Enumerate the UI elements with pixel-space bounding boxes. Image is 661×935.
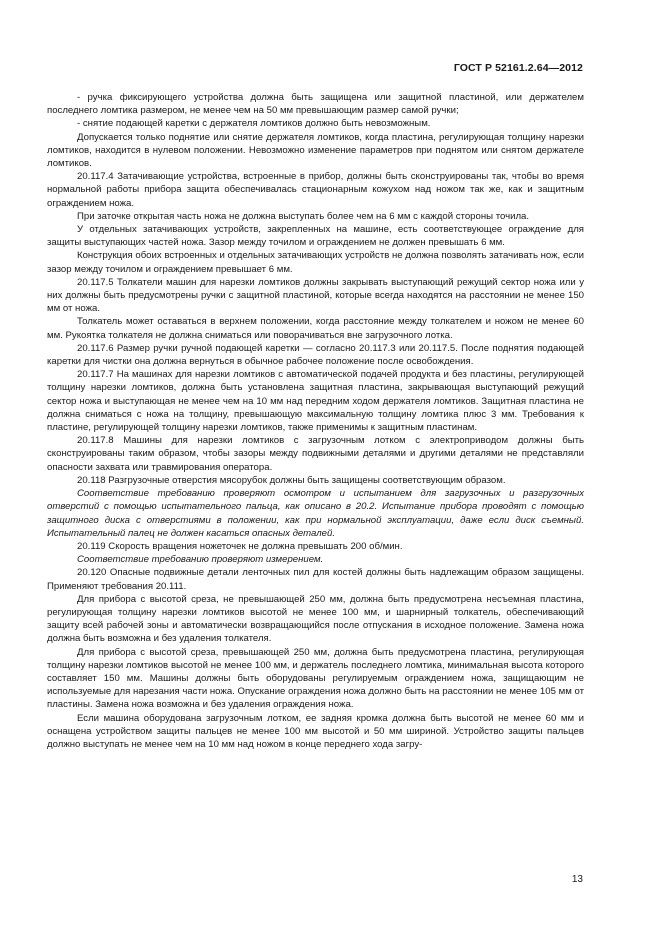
paragraph-20-117-7: 20.117.7 На машинах для нарезки ломтиков с автоматической подачей продукта и без пластины, регулирующей толщину нарезки ломтиков, должна быть установлена защитная пластина, закрывающая выступающий режущий сектор ножа и выступающая не менее чем на 10 мм над передним ходом держателя ломтиков. Защитная пластина не должна сниматься с ножа на толщину, превышающую максимальную толщину ломтика плюс 3 мм. Требования к пластине, регулирующей толщину нарезки ломтиков, также применимы к защитным пластинам.	[47, 369, 584, 434]
paragraph-20-119: 20.119 Скорость вращения ножеточек не должна превышать 200 об/мин.	[77, 540, 403, 552]
compliance-note: Соответствие требованию проверяют осмотром и испытанием для загрузочных и разгрузочных отверстий с помощью испытательного пальца, как описано в 20.2. Испытание прибора проводят с помощью защитного диска с отверстиями в положении, как при нормальной эксплуатации, даже если диск съемный. Испытательный палец не должен касаться опасных деталей.	[47, 488, 584, 539]
paragraph: При заточке открытая часть ножа не должна выступать более чем на 6 мм с каждой стороны точила.	[77, 210, 530, 222]
compliance-note: Соответствие требованию проверяют измерением.	[77, 554, 324, 566]
paragraph: - снятие подающей каретки с держателя ломтиков должно быть невозможным.	[77, 118, 431, 130]
document-header: ГОСТ Р 52161.2.64—2012	[453, 62, 583, 74]
paragraph: Толкатель может оставаться в верхнем положении, когда расстояние между толкателем и ножом не менее 60 мм. Рукоятка толкателя не должна сниматься или поворачиваться вне загрузочного лотка.	[47, 316, 584, 341]
page-number: 13	[571, 874, 583, 885]
paragraph: Для прибора с высотой среза, не превышающей 250 мм, должна быть предусмотрена несъемная пластина, регулирующая толщину нарезки ломтиков высотой не менее 100 мм, и шарнирный толкатель, обеспечивающий защиту всей рабочей зоны и автоматически возвращающийся после отпускания в исходное положение. Замена ножа должна быть возможна и без удаления толкателя.	[47, 593, 584, 645]
paragraph-20-117-4: 20.117.4 Затачивающие устройства, встроенные в прибор, должны быть сконструированы так, чтобы во время нормальной работы прибора защита обеспечивалась стационарным кожухом над ножом так же, как и защитным ограждением ножа.	[47, 171, 584, 209]
paragraph-20-117-5: 20.117.5 Толкатели машин для нарезки ломтиков должны закрывать выступающий режущий сектор ножа или у них должны быть предусмотрены ручки с защитной пластиной, которые всегда находятся на расстоянии не менее 150 мм от ножа.	[47, 276, 584, 315]
document-body	[47, 91, 584, 751]
paragraph-20-117-8: 20.117.8 Машины для нарезки ломтиков с загрузочным лотком с электроприводом должны быть сконструированы таким образом, чтобы зазоры между подвижными деталями и другими деталями не представляли опасности захвата или травмирования оператора.	[47, 435, 584, 473]
paragraph-20-117-6: 20.117.6 Размер ручки ручной подающей каретки — согласно 20.117.3 или 20.117.5. После поднятия подающей каретки для чистки она должна вернуться в обычное рабочее положение после освобождения.	[47, 342, 584, 368]
paragraph-20-118: 20.118 Разгрузочные отверстия мясорубок должны быть защищены соответствующим образом.	[77, 474, 506, 486]
paragraph: Конструкция обоих встроенных и отдельных затачивающих устройств не должна позволять затачивать нож, если зазор между точилом и ограждением превышает 6 мм.	[47, 250, 584, 275]
paragraph: Для прибора с высотой среза, превышающей 250 мм, должна быть предусмотрена пластина, регулирующая толщину нарезки ломтиков высотой не менее 100 мм, и держатель последнего ломтика, минимальная высота которого составляет 150 мм. Машины должны быть оборудованы регулируемым ограждением ножа, защищающим не используемые для нарезания части ножа. Опускание ограждения ножа должно быть на расстоянии не менее 105 мм от пластины. Замена ножа возможна и без удаления ограждения ножа.	[47, 646, 584, 711]
paragraph: - ручка фиксирующего устройства должна быть защищена или защитной пластиной, или держателем последнего ломтика размером, не менее чем на 50 мм превышающим размер самой ручки;	[47, 92, 584, 117]
paragraph: Если машина оборудована загрузочным лотком, ее задняя кромка должна быть высотой не менее 60 мм и оснащена устройством защиты пальцев не менее 100 мм высотой и 50 мм шириной. Устройство защиты пальцев должно выступать не менее чем на 10 мм над ножом в конце переднего хода загру-	[47, 712, 584, 750]
paragraph-20-120: 20.120 Опасные подвижные детали ленточных пил для костей должны быть надлежащим образом защищены. Применяют требования 20.111.	[47, 567, 584, 592]
paragraph: У отдельных затачивающих устройств, закрепленных на машине, есть соответствующее ограждение для защиты выступающих частей ножа. Зазор между точилом и ограждением не должен превышать 6 мм.	[47, 224, 584, 249]
paragraph: Допускается только поднятие или снятие держателя ломтиков, когда пластина, регулирующая толщину нарезки ломтиков, находится в нулевом положении. Невозможно изменение параметров при поднятом или снятом держателе ломтиков.	[47, 131, 584, 170]
